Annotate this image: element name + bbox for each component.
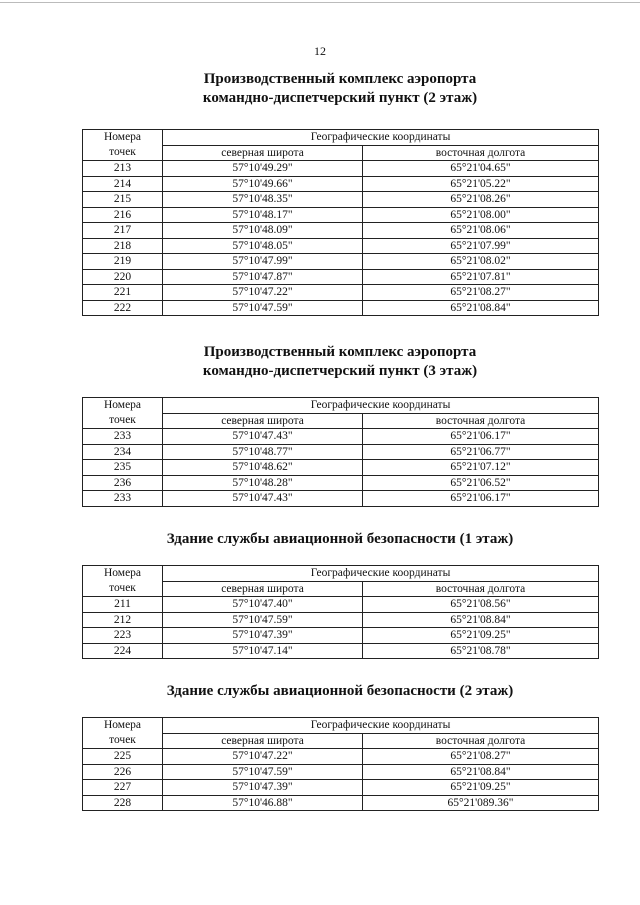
latitude-cell: 57°10'47.59" xyxy=(163,612,363,628)
longitude-cell: 65°21'08.02" xyxy=(363,254,599,270)
table-header-row xyxy=(83,718,599,734)
point-number-cell: 214 xyxy=(83,176,163,192)
point-number-cell: 221 xyxy=(83,285,163,301)
point-number-cell: 220 xyxy=(83,269,163,285)
longitude-cell: 65°21'08.84" xyxy=(363,764,599,780)
longitude-cell: 65°21'06.17" xyxy=(363,491,599,507)
table-row xyxy=(83,176,599,192)
longitude-header: восточная долгота xyxy=(363,145,599,161)
section-security-floor-1 xyxy=(82,530,598,659)
section-title-line: Здание службы авиационной безопасности (2 этаж) xyxy=(166,683,514,699)
coordinates-table xyxy=(82,129,599,316)
coordinates-table xyxy=(82,397,599,507)
latitude-cell: 57°10'47.59" xyxy=(163,300,363,316)
latitude-cell: 57°10'47.22" xyxy=(163,749,363,765)
section-security-floor-2 xyxy=(82,682,598,811)
latitude-cell: 57°10'47.22" xyxy=(163,285,363,301)
latitude-cell: 57°10'49.29" xyxy=(163,161,363,177)
point-number-cell: 216 xyxy=(83,207,163,223)
table-row xyxy=(83,491,599,507)
point-number-cell: 218 xyxy=(83,238,163,254)
longitude-cell: 65°21'08.78" xyxy=(363,643,599,659)
table-row xyxy=(83,643,599,659)
header-text: точек xyxy=(109,582,136,594)
table-row xyxy=(83,161,599,177)
point-number-header xyxy=(83,398,163,429)
table-row xyxy=(83,254,599,270)
section-kdp-floor-3 xyxy=(82,343,598,507)
longitude-cell: 65°21'05.22" xyxy=(363,176,599,192)
latitude-cell: 57°10'48.35" xyxy=(163,192,363,208)
point-number-cell: 215 xyxy=(83,192,163,208)
point-number-header xyxy=(83,566,163,597)
longitude-cell: 65°21'08.27" xyxy=(363,285,599,301)
point-number-cell: 228 xyxy=(83,795,163,811)
longitude-header: восточная долгота xyxy=(363,581,599,597)
top-rule xyxy=(0,2,640,3)
geo-coordinates-header: Географические координаты xyxy=(163,566,599,582)
table-row xyxy=(83,238,599,254)
header-text: Номера xyxy=(103,567,142,579)
longitude-cell: 65°21'08.26" xyxy=(363,192,599,208)
header-text: Номера xyxy=(103,719,142,731)
table-row xyxy=(83,795,599,811)
latitude-cell: 57°10'48.09" xyxy=(163,223,363,239)
table-header-row xyxy=(83,130,599,146)
longitude-cell: 65°21'09.25" xyxy=(363,628,599,644)
latitude-cell: 57°10'48.77" xyxy=(163,444,363,460)
latitude-cell: 57°10'47.43" xyxy=(163,491,363,507)
table-header-row xyxy=(83,398,599,414)
longitude-cell: 65°21'06.77" xyxy=(363,444,599,460)
latitude-cell: 57°10'47.39" xyxy=(163,628,363,644)
point-number-header xyxy=(83,130,163,161)
latitude-cell: 57°10'47.99" xyxy=(163,254,363,270)
table-row xyxy=(83,764,599,780)
section-title xyxy=(82,682,598,701)
header-text: точек xyxy=(109,414,136,426)
table-row xyxy=(83,269,599,285)
table-row xyxy=(83,597,599,613)
longitude-cell: 65°21'08.00" xyxy=(363,207,599,223)
page-number: 12 xyxy=(314,44,326,58)
latitude-header: северная широта xyxy=(163,733,363,749)
section-title-line: командно-диспетчерский пункт (2 этаж) xyxy=(202,90,478,106)
longitude-cell: 65°21'04.65" xyxy=(363,161,599,177)
section-title-line: Производственный комплекс аэропорта xyxy=(203,344,477,360)
longitude-cell: 65°21'089.36" xyxy=(363,795,599,811)
geo-coordinates-header: Географические координаты xyxy=(163,718,599,734)
latitude-cell: 57°10'47.43" xyxy=(163,429,363,445)
table-row xyxy=(83,444,599,460)
longitude-cell: 65°21'08.56" xyxy=(363,597,599,613)
point-number-cell: 233 xyxy=(83,491,163,507)
point-number-cell: 223 xyxy=(83,628,163,644)
section-title xyxy=(82,70,598,108)
longitude-cell: 65°21'07.12" xyxy=(363,460,599,476)
latitude-cell: 57°10'48.62" xyxy=(163,460,363,476)
latitude-header: северная широта xyxy=(163,581,363,597)
table-row xyxy=(83,780,599,796)
geo-coordinates-header: Географические координаты xyxy=(163,130,599,146)
header-text: точек xyxy=(109,146,136,158)
table-row xyxy=(83,285,599,301)
longitude-cell: 65°21'06.17" xyxy=(363,429,599,445)
coordinates-table xyxy=(82,717,599,811)
point-number-cell: 235 xyxy=(83,460,163,476)
point-number-cell: 233 xyxy=(83,429,163,445)
point-number-cell: 212 xyxy=(83,612,163,628)
point-number-cell: 224 xyxy=(83,643,163,659)
point-number-cell: 234 xyxy=(83,444,163,460)
latitude-header: северная широта xyxy=(163,145,363,161)
geo-coordinates-header: Географические координаты xyxy=(163,398,599,414)
header-text: точек xyxy=(109,734,136,746)
point-number-cell: 211 xyxy=(83,597,163,613)
latitude-cell: 57°10'47.40" xyxy=(163,597,363,613)
table-row xyxy=(83,475,599,491)
latitude-cell: 57°10'47.87" xyxy=(163,269,363,285)
point-number-cell: 227 xyxy=(83,780,163,796)
latitude-cell: 57°10'48.28" xyxy=(163,475,363,491)
header-text: Номера xyxy=(103,399,142,411)
section-title-line: Здание службы авиационной безопасности (1 этаж) xyxy=(166,531,514,547)
longitude-cell: 65°21'09.25" xyxy=(363,780,599,796)
coordinates-table xyxy=(82,565,599,659)
table-row xyxy=(83,749,599,765)
longitude-cell: 65°21'07.81" xyxy=(363,269,599,285)
point-number-cell: 219 xyxy=(83,254,163,270)
latitude-cell: 57°10'46.88" xyxy=(163,795,363,811)
table-row xyxy=(83,612,599,628)
table-row xyxy=(83,429,599,445)
latitude-cell: 57°10'47.59" xyxy=(163,764,363,780)
point-number-cell: 226 xyxy=(83,764,163,780)
table-row xyxy=(83,207,599,223)
longitude-cell: 65°21'08.27" xyxy=(363,749,599,765)
section-title-line: командно-диспетчерский пункт (3 этаж) xyxy=(202,363,478,379)
longitude-cell: 65°21'08.84" xyxy=(363,300,599,316)
latitude-cell: 57°10'48.17" xyxy=(163,207,363,223)
table-header-row xyxy=(83,566,599,582)
section-title xyxy=(82,530,598,549)
table-row xyxy=(83,460,599,476)
latitude-cell: 57°10'47.14" xyxy=(163,643,363,659)
latitude-header: северная широта xyxy=(163,413,363,429)
latitude-cell: 57°10'47.39" xyxy=(163,780,363,796)
header-text: Номера xyxy=(103,131,142,143)
table-row xyxy=(83,223,599,239)
section-title xyxy=(82,343,598,381)
section-title-line: Производственный комплекс аэропорта xyxy=(203,71,477,87)
point-number-cell: 213 xyxy=(83,161,163,177)
point-number-cell: 225 xyxy=(83,749,163,765)
longitude-cell: 65°21'07.99" xyxy=(363,238,599,254)
longitude-cell: 65°21'08.06" xyxy=(363,223,599,239)
point-number-header xyxy=(83,718,163,749)
longitude-cell: 65°21'08.84" xyxy=(363,612,599,628)
latitude-cell: 57°10'48.05" xyxy=(163,238,363,254)
section-kdp-floor-2 xyxy=(82,70,598,316)
table-row xyxy=(83,192,599,208)
point-number-cell: 236 xyxy=(83,475,163,491)
longitude-cell: 65°21'06.52" xyxy=(363,475,599,491)
point-number-cell: 222 xyxy=(83,300,163,316)
longitude-header: восточная долгота xyxy=(363,413,599,429)
table-row xyxy=(83,300,599,316)
point-number-cell: 217 xyxy=(83,223,163,239)
latitude-cell: 57°10'49.66" xyxy=(163,176,363,192)
table-row xyxy=(83,628,599,644)
longitude-header: восточная долгота xyxy=(363,733,599,749)
